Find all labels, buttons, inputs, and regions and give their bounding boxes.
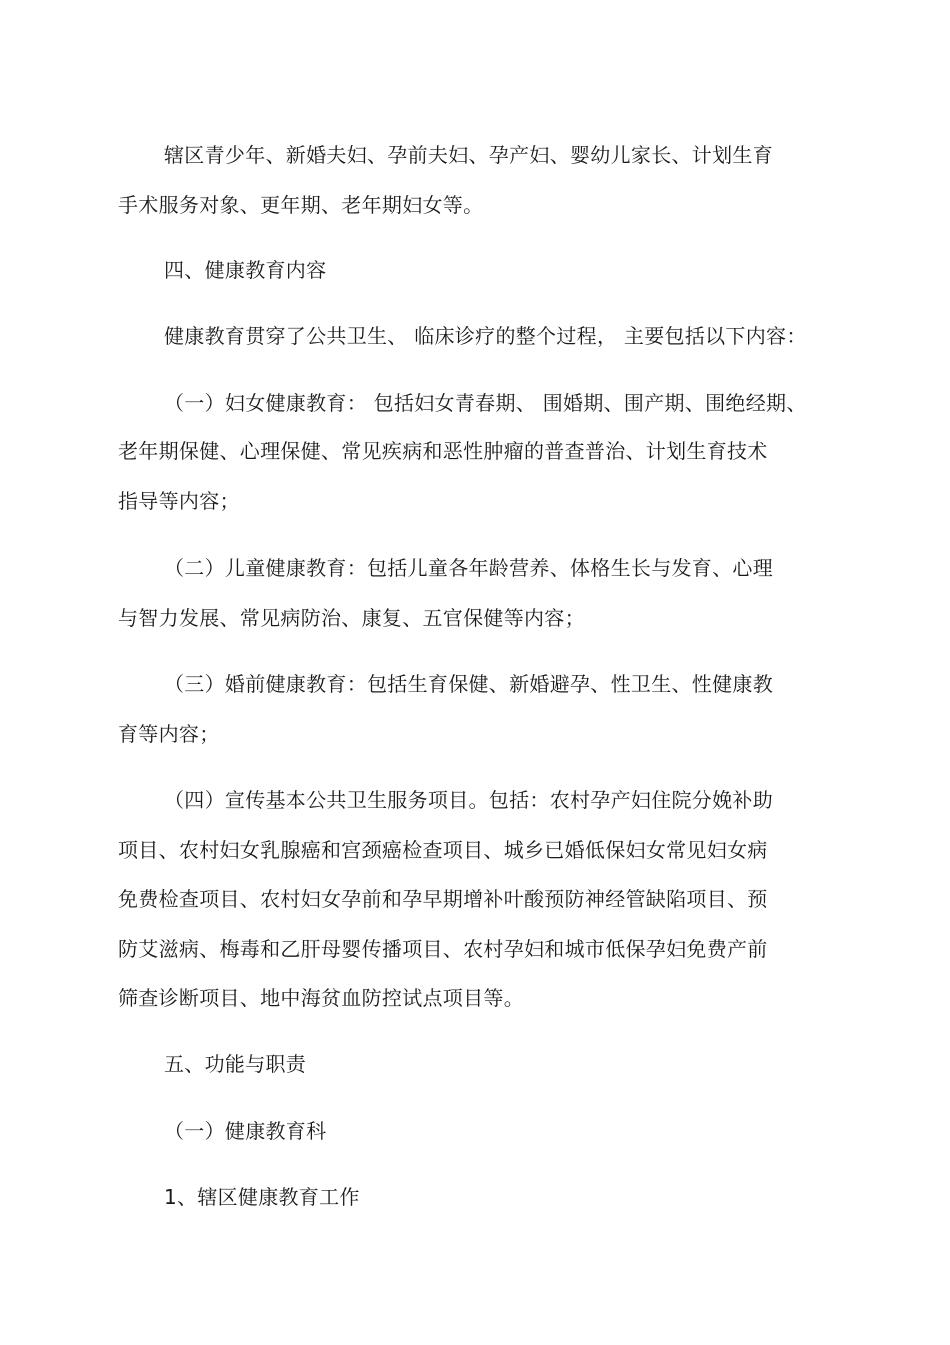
paragraph-line: （一）妇女健康教育： 包括妇女青春期、 围婚期、围产期、围绝经期、: [164, 391, 807, 415]
item-heading: 1、辖区健康教育工作: [164, 1185, 360, 1209]
paragraph-line: 防艾滋病、梅毒和乙肝母婴传播项目、农村孕妇和城市低保孕妇免费产前: [118, 937, 768, 961]
paragraph-line: 项目、农村妇女乳腺癌和宫颈癌检查项目、城乡已婚低保妇女常见妇女病: [118, 838, 768, 862]
paragraph-line: （二）儿童健康教育：包括儿童各年龄营养、体格生长与发育、心理: [164, 556, 773, 580]
paragraph-line: 筛查诊断项目、地中海贫血防控试点项目等。: [118, 986, 524, 1010]
paragraph-line: 老年期保健、心理保健、常见疾病和恶性肿瘤的普查普治、计划生育技术: [118, 439, 768, 463]
paragraph-line: 手术服务对象、更年期、老年期妇女等。: [118, 193, 484, 217]
paragraph-line: 指导等内容；: [118, 489, 240, 513]
paragraph-line: （四）宣传基本公共卫生服务项目。包括：农村孕产妇住院分娩补助: [164, 788, 773, 812]
paragraph-line: 辖区青少年、新婚夫妇、孕前夫妇、孕产妇、婴幼儿家长、计划生育: [164, 143, 773, 167]
subsection-heading: （一）健康教育科: [164, 1119, 327, 1143]
section-heading: 四、健康教育内容: [164, 258, 327, 282]
paragraph-line: 与智力发展、常见病防治、康复、五官保健等内容；: [118, 606, 585, 630]
paragraph-line: 育等内容；: [118, 722, 220, 746]
paragraph-line: 免费检查项目、农村妇女孕前和孕早期增补叶酸预防神经管缺陷项目、预: [118, 887, 768, 911]
paragraph-line: （三）婚前健康教育：包括生育保健、新婚避孕、性卫生、性健康教: [164, 672, 773, 696]
paragraph-line: 健康教育贯穿了公共卫生、 临床诊疗的整个过程， 主要包括以下内容：: [164, 324, 807, 348]
section-heading: 五、功能与职责: [164, 1052, 307, 1076]
